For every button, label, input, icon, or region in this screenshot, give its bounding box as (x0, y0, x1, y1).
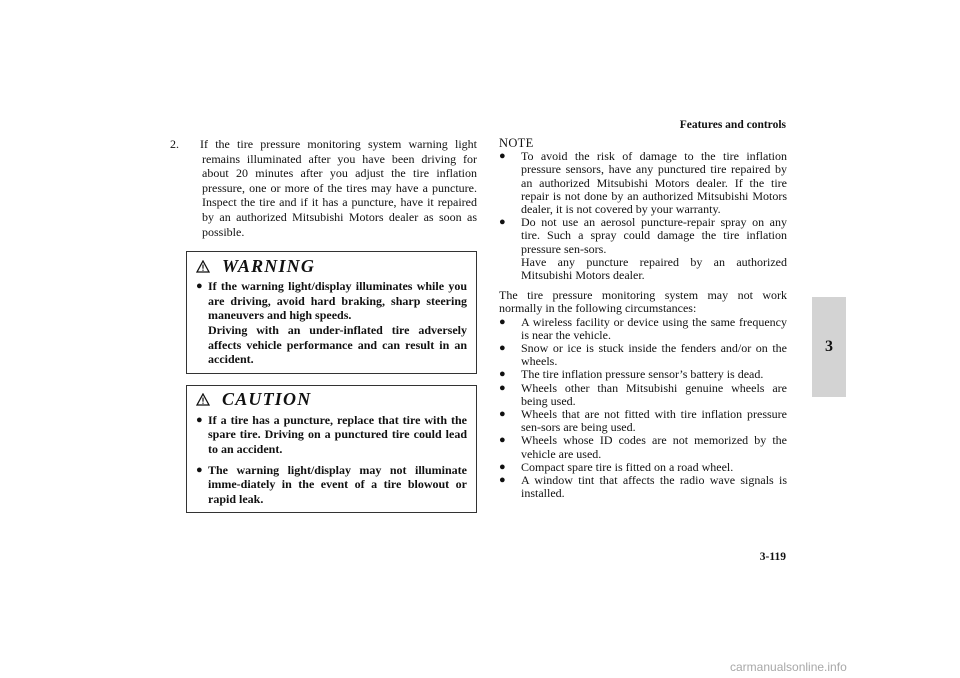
bullet-icon: ● (499, 434, 506, 447)
list-item-text: A wireless facility or device using the same frequency is near the vehicle. (521, 314, 787, 342)
warning-triangle-icon (196, 393, 210, 406)
running-header: Features and controls (679, 119, 786, 131)
warning-triangle-icon (196, 260, 210, 273)
bullet-icon: ● (499, 368, 506, 381)
caution-label: CAUTION (222, 389, 312, 410)
note-title: NOTE (499, 136, 534, 150)
list-item-text: The tire inflation pressure sensor’s battery is dead. (521, 367, 764, 382)
list-item-text: Compact spare tire is fitted on a road wheel. (521, 459, 734, 474)
list-item (499, 316, 787, 342)
left-column (170, 137, 477, 513)
chapter-tab: 3 (812, 297, 846, 397)
warning-box (186, 251, 477, 374)
caution-item-text: If a tire has a puncture, replace that tire with the spare tire. Driving on a punctured tire could lead to an accident. (208, 412, 467, 456)
bullet-icon: ● (499, 216, 506, 229)
list-item (499, 408, 787, 434)
circumstances-list (499, 316, 787, 501)
step-number: 2. (170, 137, 179, 151)
step-2 (170, 137, 477, 239)
list-item (499, 382, 787, 408)
list-item-text: Snow or ice is stuck inside the fenders and/or on the wheels. (521, 341, 787, 369)
caution-item (196, 463, 467, 507)
bullet-icon: ● (499, 150, 506, 163)
circumstances-intro: The tire pressure monitoring system may not work normally in the following circumstances: (499, 288, 787, 316)
bullet-icon: ● (499, 315, 506, 328)
bullet-icon: ● (196, 463, 203, 476)
bullet-icon: ● (196, 413, 203, 426)
note-item-text: To avoid the risk of damage to the tire inflation pressure sensors, have any punctured tire repaired by an authorized Mitsubishi Motors dealer. If the tire repair is not done by an authorized Mitsubishi Motors dealer, it is not covered by your warranty. (521, 149, 787, 217)
note-item-text: Have any puncture repaired by an authorized Mitsubishi Motors dealer. (521, 254, 787, 283)
list-item-text: Wheels whose ID codes are not memorized by the vehicle are used. (521, 433, 787, 461)
list-item-text: Wheels that are not fitted with tire inflation pressure sen-sors are being used. (521, 407, 787, 435)
list-item (499, 342, 787, 368)
right-column (499, 137, 787, 500)
step-text: If the tire pressure monitoring system warning light remains illuminated after you have been driving for about 20 minutes after you adjust the tire inflation pressure, one or more of the tires may have a puncture. Inspect the tire and if it has a puncture, have it repaired by an authorized Mitsubishi Motors dealer as soon as possible. (200, 137, 477, 239)
bullet-icon: ● (499, 460, 506, 473)
bullet-icon: ● (196, 280, 203, 293)
watermark[interactable]: carmanualsonline.info (730, 660, 847, 674)
warning-label: WARNING (222, 255, 316, 276)
list-item-text: Wheels other than Mitsubishi genuine wheels are being used. (521, 380, 787, 408)
list-item (499, 474, 787, 500)
bullet-icon: ● (499, 474, 506, 487)
bullet-icon: ● (499, 342, 506, 355)
caution-title (196, 390, 467, 410)
page-number: 3-119 (759, 551, 786, 563)
warning-item (196, 279, 467, 367)
bullet-icon: ● (499, 381, 506, 394)
list-item-text: A window tint that affects the radio wave signals is installed. (521, 473, 787, 501)
note-item (499, 216, 787, 282)
warning-item-text: If the warning light/display illuminates while you are driving, avoid hard braking, sharp steering maneuvers and high speeds. (208, 279, 467, 323)
caution-box (186, 385, 477, 514)
note-item-text: Do not use an aerosol puncture-repair spray on any tire. Such a spray could damage the tire inflation pressure sen-sors. (521, 215, 787, 256)
caution-item-text: The warning light/display may not illuminate imme-diately in the event of a tire blowout or rapid leak. (208, 462, 467, 506)
note-item (499, 150, 787, 216)
list-item (499, 434, 787, 460)
caution-item (196, 413, 467, 457)
warning-item-text: Driving with an under-inflated tire adversely affects vehicle performance and can result in an accident. (208, 322, 467, 367)
list-item (499, 368, 787, 381)
warning-title (196, 256, 467, 276)
bullet-icon: ● (499, 408, 506, 421)
